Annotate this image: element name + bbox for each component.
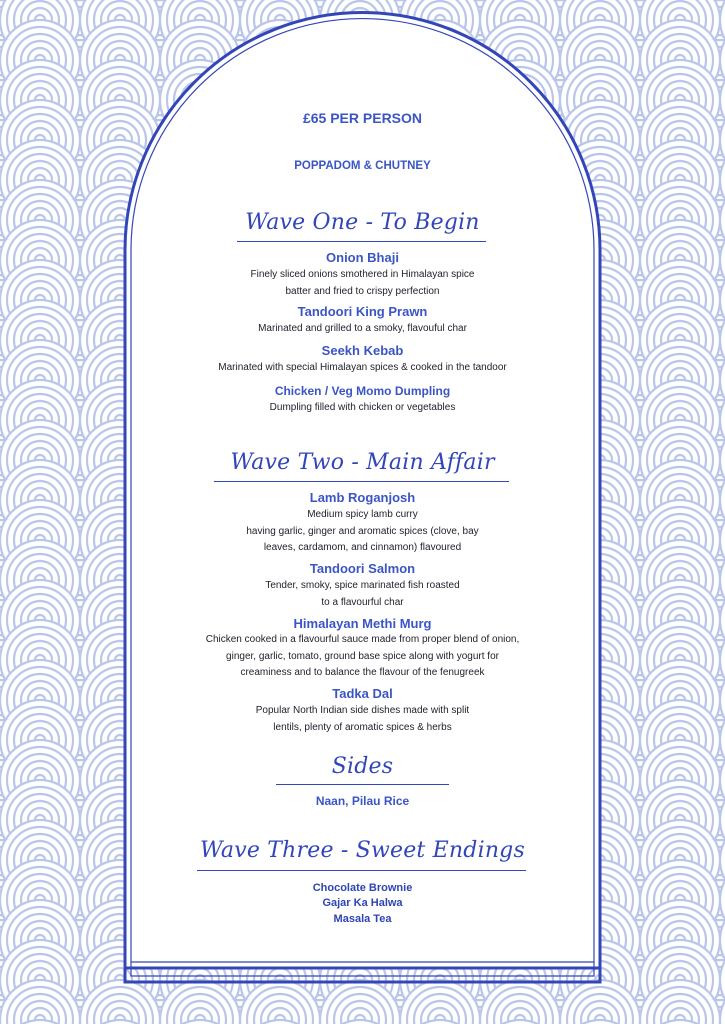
dish-name: Tandoori King Prawn	[297, 304, 428, 319]
dish-description: Medium spicy lamb curry having garlic, ginger and aromatic spices (clove, bay leaves, cardamom, and cinnamon) flavoured	[246, 509, 479, 553]
dish-description: Marinated with special Himalayan spices & cooked in the tandoor	[218, 362, 507, 373]
dessert-item: Masala Tea	[333, 913, 392, 925]
dish-name: Lamb Roganjosh	[309, 490, 416, 505]
dish-name: Seekh Kebab	[321, 343, 404, 358]
dish-description: Tender, smoky, spice marinated fish roasted to a flavourful char	[265, 580, 460, 608]
section-divider	[276, 784, 449, 785]
dish-description: Chicken cooked in a flavourful sauce made from proper blend of onion, ginger, garlic, tomato, ground base spice along with yogurt for creaminess and to balance the flavour of the fenugreek	[205, 634, 520, 678]
section-divider	[197, 870, 526, 871]
dish-name: Chicken / Veg Momo Dumpling	[274, 384, 451, 398]
section-title-wave-two: Wave Two - Main Affair	[230, 450, 495, 475]
dish-name: Himalayan Methi Murg	[293, 616, 432, 631]
section-divider	[214, 481, 509, 482]
dish-name: Onion Bhaji	[326, 250, 399, 265]
section-title-wave-one: Wave One - To Begin	[245, 210, 480, 235]
dish-description: Dumpling filled with chicken or vegetables	[269, 402, 456, 413]
sides-items: Naan, Pilau Rice	[315, 794, 410, 808]
section-title-wave-three: Wave Three - Sweet Endings	[200, 838, 525, 863]
section-title-sides: Sides	[331, 754, 394, 779]
section-divider	[237, 241, 486, 242]
menu-card	[140, 0, 585, 960]
price-heading: £65 PER PERSON	[302, 110, 423, 126]
dish-name: Tadka Dal	[332, 686, 393, 701]
dish-name: Tandoori Salmon	[309, 561, 416, 576]
dessert-item: Chocolate Brownie	[312, 882, 413, 894]
dish-description: Finely sliced onions smothered in Himalayan spice batter and fried to crispy perfection	[250, 269, 475, 297]
starter-heading: POPPADOM & CHUTNEY	[294, 160, 431, 172]
dish-description: Marinated and grilled to a smoky, flavouful char	[258, 323, 467, 334]
dish-description: Popular North Indian side dishes made with split lentils, plenty of aromatic spices & herbs	[255, 705, 470, 733]
dessert-item: Gajar Ka Halwa	[322, 897, 403, 909]
